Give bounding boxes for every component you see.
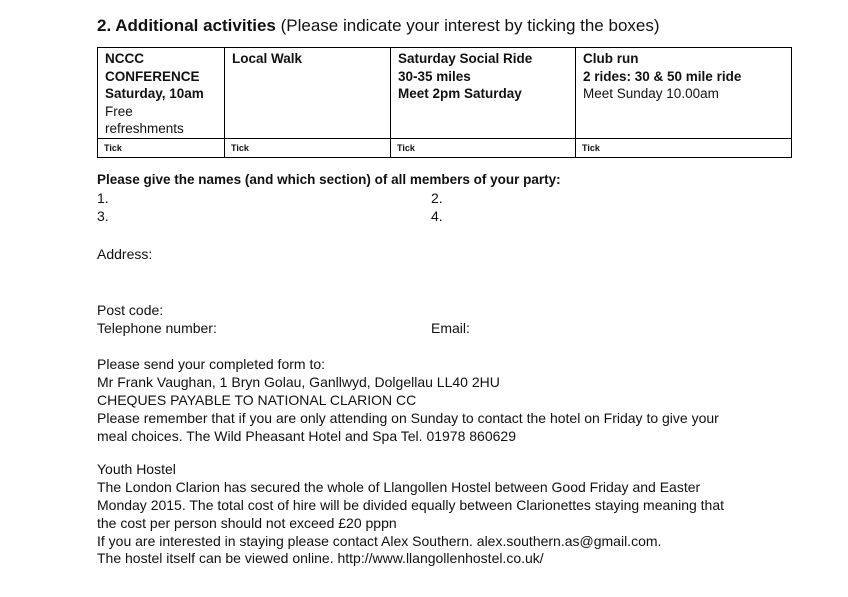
- hostel-title: Youth Hostel: [97, 461, 176, 477]
- send-intro: Please send your completed form to:: [97, 356, 326, 372]
- hostel-line-4: If you are interested in staying please contact Alex Southern. alex.southern.as@gmail.com.: [97, 533, 662, 549]
- activity-cell: [576, 48, 792, 139]
- section-title: 2. Additional activities: [97, 16, 276, 35]
- activities-table: [97, 47, 792, 158]
- activity-bold-line: Saturday, 10am: [105, 86, 204, 101]
- tick-box[interactable]: Tick: [225, 138, 391, 158]
- activity-plain-line: Meet Sunday 10.00am: [583, 86, 719, 101]
- activity-bold-line: CONFERENCE: [105, 68, 200, 84]
- hostel-line-3: the cost per person should not exceed £20 pppn: [97, 515, 397, 531]
- send-address: Mr Frank Vaughan, 1 Bryn Golau, Ganllwyd, Dolgellau LL40 2HU: [97, 374, 500, 390]
- hostel-line-5: The hostel itself can be viewed online. http://www.llangollenhostel.co.uk/: [97, 550, 544, 566]
- postcode-label: Post code:: [97, 302, 164, 318]
- activity-bold-line: 30-35 miles: [398, 68, 471, 84]
- party-name-1[interactable]: 1.: [97, 190, 109, 206]
- activity-cell: [391, 48, 576, 139]
- activity-bold-line: Saturday Social Ride: [398, 51, 533, 66]
- party-name-2[interactable]: 2.: [431, 190, 443, 206]
- sunday-note-line-1: Please remember that if you are only attending on Sunday to contact the hotel on Friday to give your: [97, 410, 719, 426]
- activity-bold-line: Club run: [583, 51, 639, 66]
- activity-plain-line: Free: [105, 103, 133, 119]
- activity-cell: [98, 48, 225, 139]
- hostel-line-2: Monday 2015. The total cost of hire will be divided equally between Clarionettes staying meaning that: [97, 497, 725, 513]
- tick-box[interactable]: Tick: [98, 138, 225, 158]
- hostel-line-1: The London Clarion has secured the whole of Llangollen Hostel between Good Friday and Easter: [97, 479, 701, 495]
- party-name-4[interactable]: 4.: [431, 208, 443, 224]
- activity-bold-line: Meet 2pm Saturday: [398, 86, 522, 101]
- party-heading: Please give the names (and which section) of all members of your party:: [97, 172, 561, 187]
- activity-bold-line: 2 rides: 30 & 50 mile ride: [583, 68, 742, 84]
- activity-bold-line: Local Walk: [232, 51, 303, 66]
- section-note: (Please indicate your interest by ticking the boxes): [280, 16, 660, 35]
- tick-box[interactable]: Tick: [391, 138, 576, 158]
- activity-bold-line: NCCC: [105, 51, 144, 66]
- tick-row: [98, 138, 792, 158]
- party-name-3[interactable]: 3.: [97, 208, 109, 224]
- cheques-note: CHEQUES PAYABLE TO NATIONAL CLARION CC: [97, 392, 417, 408]
- email-label: Email:: [431, 320, 470, 336]
- section-heading: [97, 16, 660, 36]
- activities-row: [98, 48, 792, 139]
- activity-cell: [225, 48, 391, 139]
- telephone-label: Telephone number:: [97, 320, 217, 336]
- sunday-note-line-2: meal choices. The Wild Pheasant Hotel and Spa Tel. 01978 860629: [97, 428, 516, 444]
- address-label: Address:: [97, 246, 153, 262]
- activity-plain-line: refreshments: [105, 121, 184, 136]
- tick-box[interactable]: Tick: [576, 138, 792, 158]
